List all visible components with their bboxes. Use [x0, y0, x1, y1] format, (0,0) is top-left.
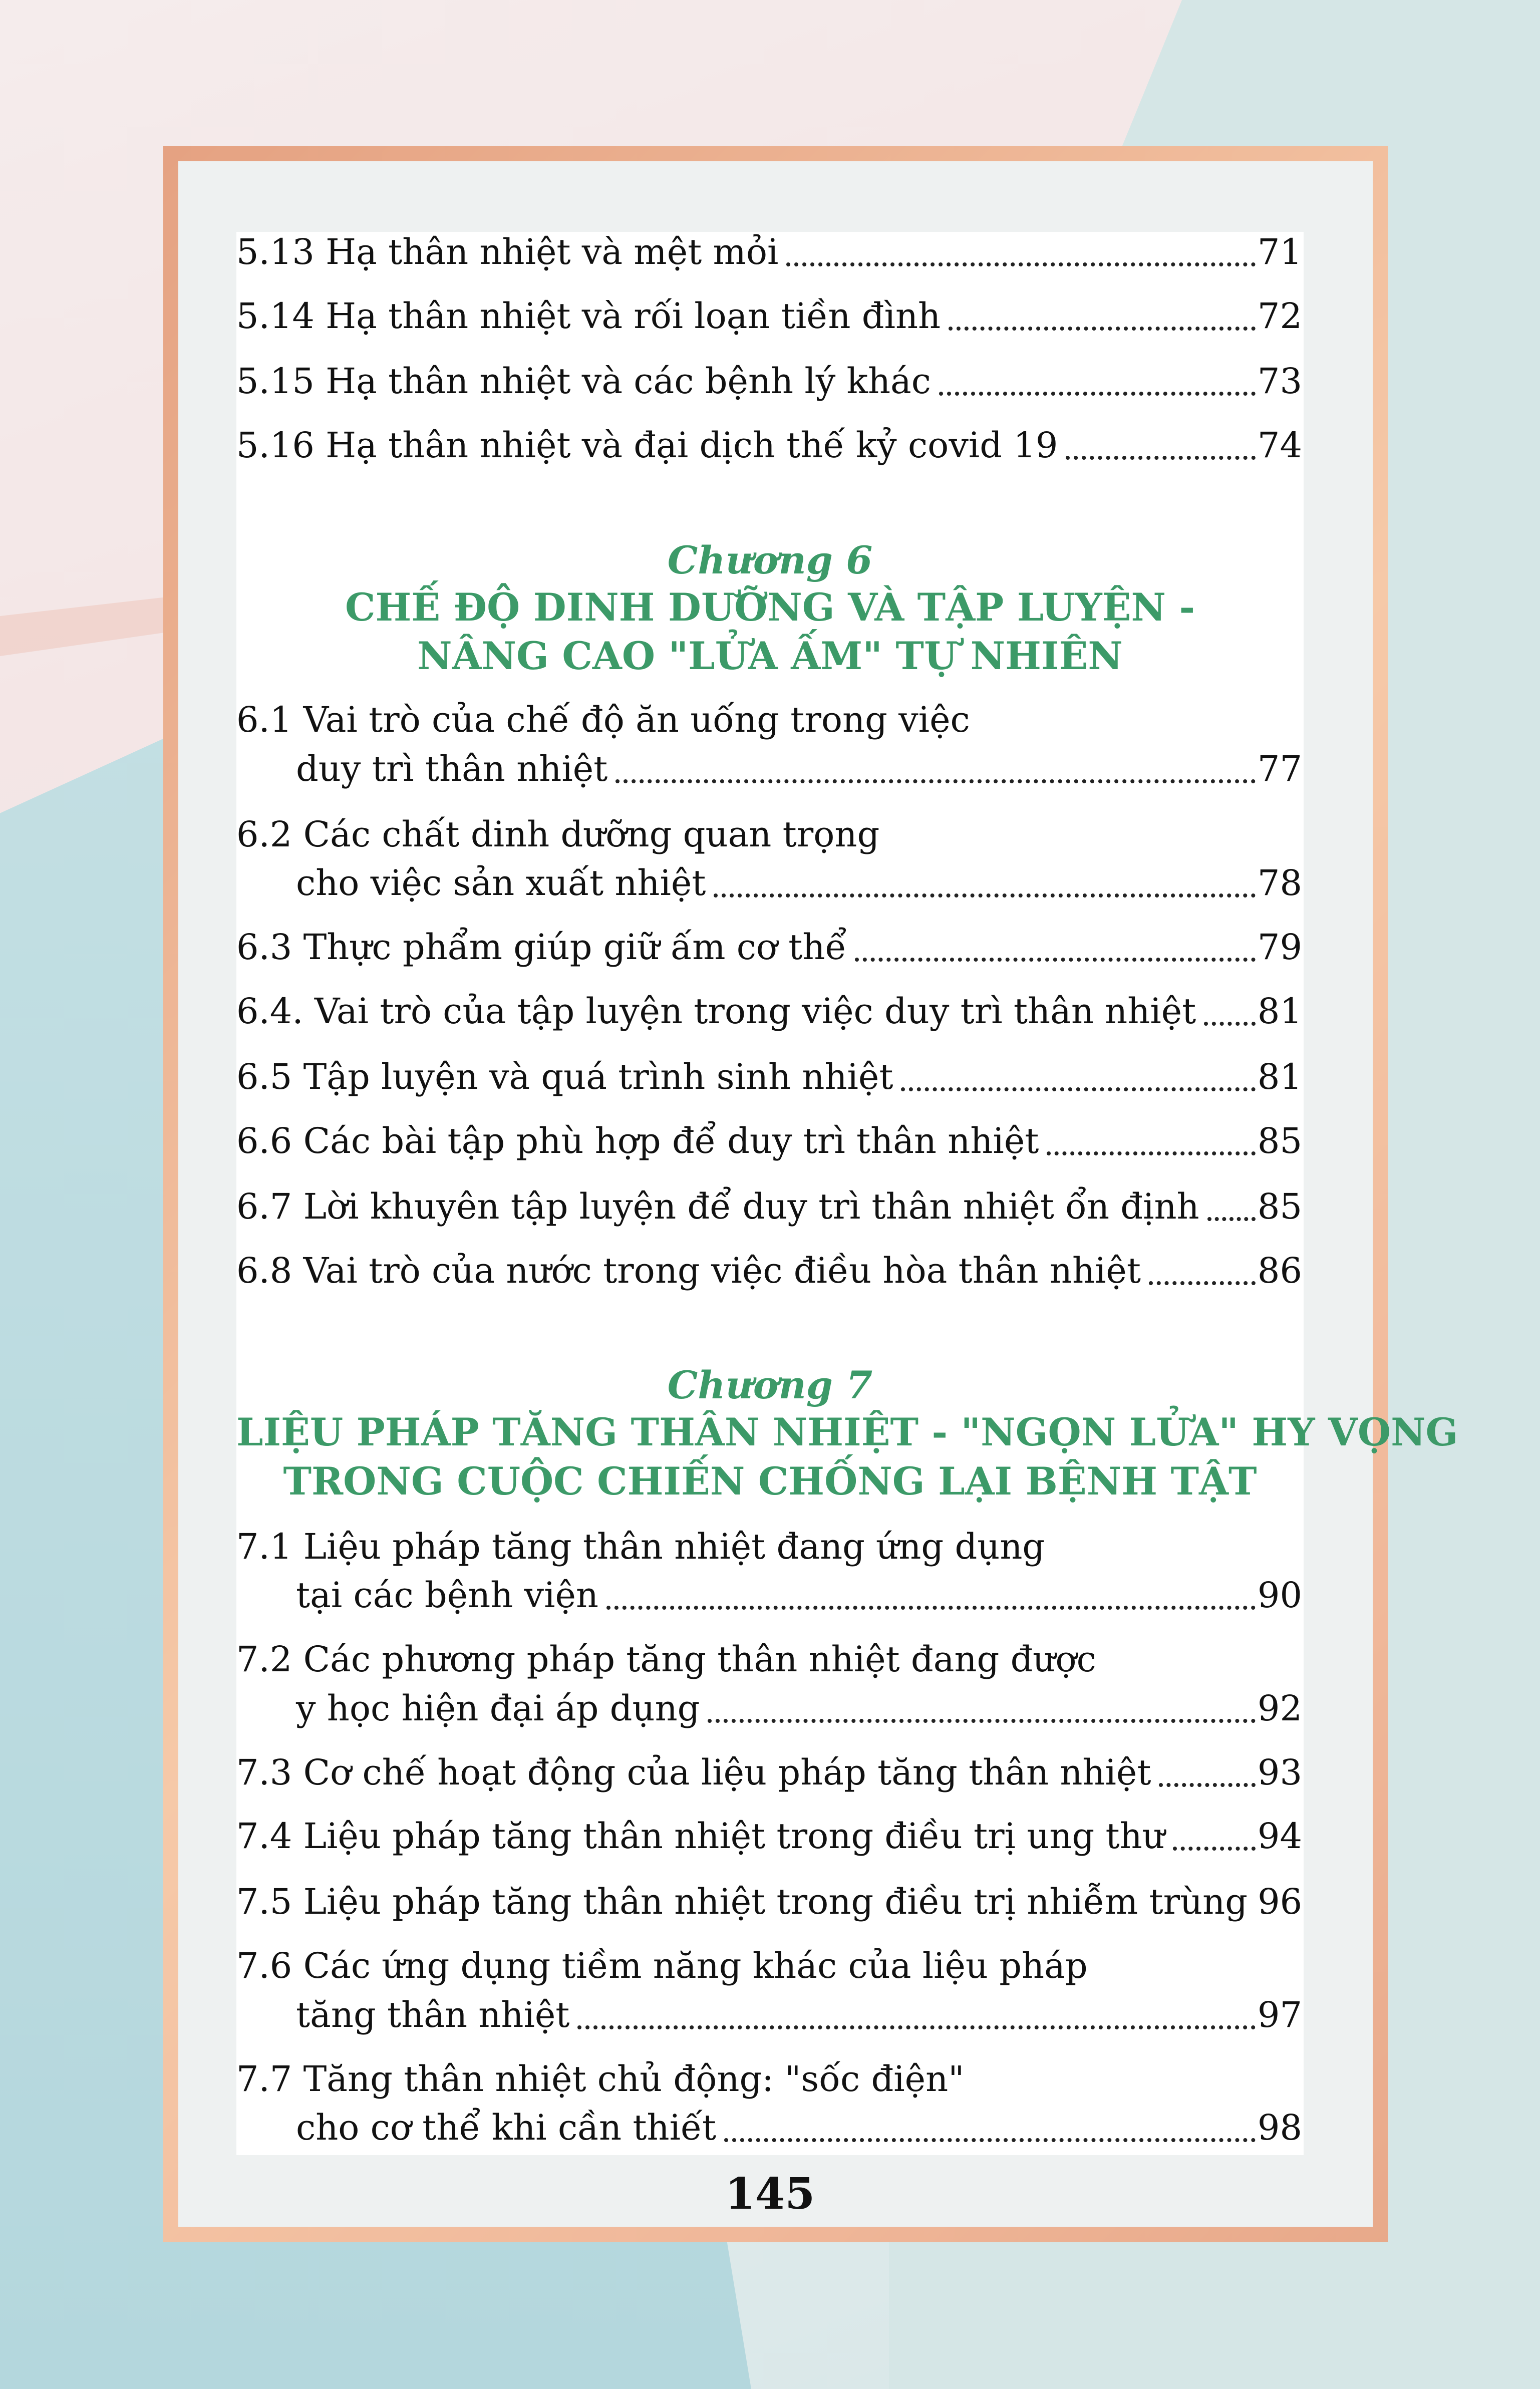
toc-entry-page: 77	[1257, 748, 1302, 789]
dot-leader	[1066, 456, 1256, 460]
toc-entry-page: 92	[1257, 1687, 1302, 1729]
toc-entry-title: 7.6 Các ứng dụng tiềm năng khác của liệu pháp	[236, 1945, 1088, 1987]
chapter-label: Chương 6	[667, 537, 873, 582]
dot-leader	[1159, 1783, 1255, 1787]
dot-leader	[949, 327, 1256, 331]
toc-entry-page: 78	[1257, 862, 1302, 904]
toc-entry-title: 5.14 Hạ thân nhiệt và rối loạn tiền đình	[236, 295, 941, 337]
toc-entry-title: 6.2 Các chất dinh dưỡng quan trọng	[236, 813, 880, 855]
toc-entry[interactable]	[236, 224, 1302, 279]
chapter-title: CHẾ ĐỘ DINH DƯỠNG VÀ TẬP LUYỆN -	[345, 585, 1195, 630]
toc-entry-title: 7.7 Tăng thân nhiệt chủ động: "sốc điện"	[236, 2058, 965, 2100]
toc-entry-title: cho cơ thể khi cần thiết	[296, 2107, 717, 2148]
toc-entry-title: 6.7 Lời khuyên tập luyện để duy trì thân nhiệt ổn định	[236, 1185, 1199, 1227]
toc-entry-title: 6.3 Thực phẩm giúp giữ ấm cơ thể	[236, 927, 847, 968]
toc-entry-page: 85	[1257, 1120, 1302, 1161]
toc-entry[interactable]	[236, 2051, 1302, 2107]
toc-entry-page: 74	[1257, 425, 1302, 466]
toc-entry-title: 6.1 Vai trò của chế độ ăn uống trong việc	[236, 699, 970, 741]
toc-entry-title: tăng thân nhiệt	[296, 1994, 570, 2035]
toc-entry-page: 93	[1257, 1751, 1302, 1793]
toc-entry-page: 81	[1257, 1056, 1302, 1097]
toc-entry[interactable]	[236, 1179, 1302, 1234]
chapter-label: Chương 7	[667, 1362, 873, 1407]
toc-entry[interactable]	[296, 741, 1302, 796]
toc-entry[interactable]	[236, 418, 1302, 473]
dot-leader	[708, 1719, 1255, 1723]
toc-entry-page: 81	[1257, 991, 1302, 1032]
toc-entry[interactable]	[236, 1938, 1302, 1993]
page-number: 145	[725, 2169, 815, 2219]
toc-entry-page: 72	[1257, 295, 1302, 337]
toc-entry[interactable]	[236, 984, 1302, 1039]
toc-entry-page: 98	[1257, 2107, 1302, 2148]
dot-leader	[577, 2025, 1256, 2029]
toc-entry[interactable]	[236, 1809, 1302, 1864]
toc-entry[interactable]	[296, 2100, 1302, 2155]
dot-leader	[1207, 1217, 1256, 1221]
toc-entry-title: 6.5 Tập luyện và quá trình sinh nhiệt	[236, 1056, 893, 1097]
toc-entry-page: 86	[1257, 1250, 1302, 1291]
toc-entry[interactable]	[236, 1874, 1302, 1929]
toc-entry[interactable]	[236, 920, 1302, 975]
toc-entry[interactable]	[236, 1632, 1302, 1687]
toc-entry[interactable]	[296, 1987, 1302, 2042]
toc-entry[interactable]	[296, 1681, 1302, 1736]
toc-entry-page: 90	[1257, 1575, 1302, 1616]
toc-entry[interactable]	[236, 1519, 1302, 1574]
toc-entry-page: 96	[1258, 1881, 1303, 1923]
toc-entry[interactable]	[296, 1568, 1302, 1623]
toc-entry-title: 7.4 Liệu pháp tăng thân nhiệt trong điều trị ung thư	[236, 1816, 1165, 1857]
dot-leader	[1204, 1022, 1256, 1026]
chapter-title: LIỆU PHÁP TĂNG THÂN NHIỆT - "NGỌN LỬA" HY VỌNG	[236, 1410, 1458, 1455]
toc-entry-page: 73	[1257, 361, 1302, 402]
toc-entry-page: 71	[1257, 231, 1302, 272]
toc-entry-title: 5.16 Hạ thân nhiệt và đại dịch thế kỷ covid 19	[236, 425, 1058, 466]
chapter-title: TRONG CUỘC CHIẾN CHỐNG LẠI BỆNH TẬT	[283, 1458, 1257, 1504]
toc-entry-title: 5.15 Hạ thân nhiệt và các bệnh lý khác	[236, 361, 931, 402]
toc-entry[interactable]	[236, 1049, 1302, 1104]
toc-entry-title: y học hiện đại áp dụng	[296, 1687, 700, 1729]
toc-entry[interactable]	[236, 807, 1302, 862]
toc-entry[interactable]	[236, 354, 1302, 409]
toc-entry-page: 94	[1257, 1816, 1302, 1857]
toc-entry-title: duy trì thân nhiệt	[296, 748, 608, 789]
dot-leader	[939, 392, 1256, 396]
dot-leader	[1047, 1151, 1256, 1155]
toc-entry-page: 97	[1257, 1994, 1302, 2035]
toc-entry-page: 79	[1257, 927, 1302, 968]
toc-entry-title: cho việc sản xuất nhiệt	[296, 862, 706, 904]
toc-entry-title: 6.4. Vai trò của tập luyện trong việc duy trì thân nhiệt	[236, 991, 1196, 1032]
toc-entry-title: 7.2 Các phương pháp tăng thân nhiệt đang được	[236, 1639, 1096, 1680]
toc-entry-title: 7.3 Cơ chế hoạt động của liệu pháp tăng thân nhiệt	[236, 1751, 1151, 1793]
toc-entry[interactable]	[236, 1113, 1302, 1168]
toc-entry[interactable]	[236, 692, 1302, 747]
toc-entry-title: 7.1 Liệu pháp tăng thân nhiệt đang ứng dụng	[236, 1526, 1045, 1567]
dot-leader	[786, 262, 1256, 266]
toc-entry-title: 6.6 Các bài tập phù hợp để duy trì thân nhiệt	[236, 1120, 1039, 1161]
dot-leader	[606, 1606, 1256, 1610]
dot-leader	[615, 779, 1256, 783]
toc-entry-title: 5.13 Hạ thân nhiệt và mệt mỏi	[236, 231, 779, 272]
dot-leader	[724, 2138, 1256, 2142]
dot-leader	[855, 958, 1256, 962]
toc-entry-title: tại các bệnh viện	[296, 1575, 598, 1616]
dot-leader	[1149, 1281, 1256, 1285]
toc-entry[interactable]	[236, 288, 1302, 344]
dot-leader	[1173, 1847, 1256, 1851]
dot-leader	[714, 893, 1255, 898]
toc-entry[interactable]	[236, 1745, 1302, 1800]
toc-entry-title: 6.8 Vai trò của nước trong việc điều hòa thân nhiệt	[236, 1250, 1141, 1291]
dot-leader	[901, 1087, 1255, 1091]
toc-entry[interactable]	[236, 1243, 1302, 1298]
toc-entry-title: 7.5 Liệu pháp tăng thân nhiệt trong điều trị nhiễm trùng	[236, 1881, 1248, 1923]
chapter-title: NÂNG CAO "LỬA ẤM" TỰ NHIÊN	[417, 634, 1123, 679]
toc-entry[interactable]	[296, 855, 1302, 911]
toc-entry-page: 85	[1257, 1185, 1302, 1227]
